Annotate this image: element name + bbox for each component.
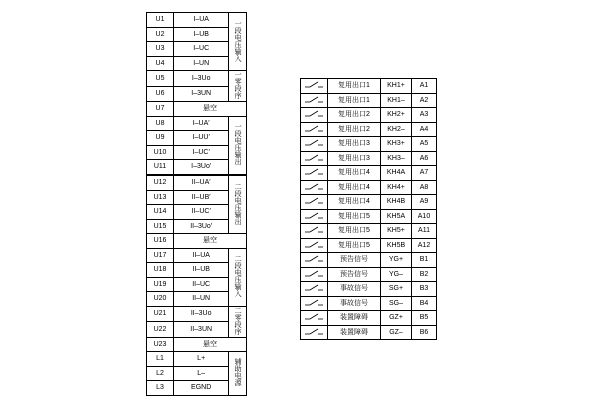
signal-label: II–3Uo′ bbox=[174, 219, 229, 234]
table-row bbox=[147, 337, 247, 352]
no-contact-icon bbox=[301, 79, 328, 94]
pin-number: A10 bbox=[412, 209, 437, 224]
table-row bbox=[147, 176, 247, 191]
contact-name: 复用出口2 bbox=[328, 108, 381, 123]
pin-number: A9 bbox=[412, 195, 437, 210]
table-row bbox=[147, 248, 247, 263]
terminal-number: U1 bbox=[147, 13, 174, 28]
contact-name: 装置障碍 bbox=[328, 311, 381, 326]
contact-code: KH2+ bbox=[381, 108, 412, 123]
pin-number: B5 bbox=[412, 311, 437, 326]
terminal-number: U17 bbox=[147, 248, 174, 263]
table-row bbox=[147, 234, 247, 249]
table-row bbox=[301, 79, 437, 94]
terminal-number: U14 bbox=[147, 205, 174, 220]
signal-label: I–UU′ bbox=[174, 131, 229, 146]
table-row bbox=[147, 352, 247, 367]
contact-name: 复用出口5 bbox=[328, 224, 381, 239]
table-row bbox=[301, 166, 437, 181]
contact-code: KH5B bbox=[381, 238, 412, 253]
contact-code: GZ+ bbox=[381, 311, 412, 326]
contact-code: KH3+ bbox=[381, 137, 412, 152]
contact-code: KH5+ bbox=[381, 224, 412, 239]
contact-name: 复用出口2 bbox=[328, 122, 381, 137]
terminal-number: U6 bbox=[147, 86, 174, 102]
terminal-number: U3 bbox=[147, 42, 174, 57]
terminal-number: U19 bbox=[147, 277, 174, 292]
no-contact-icon bbox=[301, 180, 328, 195]
terminal-number: L2 bbox=[147, 366, 174, 381]
signal-label: 悬空 bbox=[174, 102, 247, 117]
signal-label: 悬空 bbox=[174, 337, 247, 352]
table-row bbox=[301, 253, 437, 268]
pin-number: A11 bbox=[412, 224, 437, 239]
pin-number: A12 bbox=[412, 238, 437, 253]
contact-name: 复用出口1 bbox=[328, 79, 381, 94]
contact-code: KH4B bbox=[381, 195, 412, 210]
table-row bbox=[147, 306, 247, 322]
pin-number: A7 bbox=[412, 166, 437, 181]
signal-label: I–UA bbox=[174, 13, 229, 28]
contact-name: 复用出口4 bbox=[328, 166, 381, 181]
table-row bbox=[301, 122, 437, 137]
signal-label: I–UA′ bbox=[174, 116, 229, 131]
table-row bbox=[301, 137, 437, 152]
contact-code: SG– bbox=[381, 296, 412, 311]
terminal-block-voltage-section-1 bbox=[146, 12, 247, 175]
terminal-number: U9 bbox=[147, 131, 174, 146]
signal-label: II–UC bbox=[174, 277, 229, 292]
table-row bbox=[301, 151, 437, 166]
signal-label: II–UA bbox=[174, 248, 229, 263]
signal-label: I–UC bbox=[174, 42, 229, 57]
no-contact-icon bbox=[301, 325, 328, 340]
terminal-number: U12 bbox=[147, 176, 174, 191]
signal-label: EGND bbox=[174, 381, 229, 396]
no-contact-icon bbox=[301, 93, 328, 108]
pin-number: A2 bbox=[412, 93, 437, 108]
signal-label: I–3UN bbox=[174, 86, 229, 102]
contact-code: GZ– bbox=[381, 325, 412, 340]
no-contact-icon bbox=[301, 311, 328, 326]
no-contact-icon bbox=[301, 195, 328, 210]
pin-number: B2 bbox=[412, 267, 437, 282]
signal-label: II–3Uo bbox=[174, 306, 229, 322]
table-row bbox=[147, 71, 247, 87]
no-contact-icon bbox=[301, 137, 328, 152]
terminal-number: L1 bbox=[147, 352, 174, 367]
contact-code: YG+ bbox=[381, 253, 412, 268]
table-row bbox=[301, 311, 437, 326]
table-row bbox=[147, 116, 247, 131]
terminal-number: U11 bbox=[147, 160, 174, 175]
contact-name: 装置障碍 bbox=[328, 325, 381, 340]
signal-label: I–UC′ bbox=[174, 145, 229, 160]
group-label: 一零段序 bbox=[229, 71, 247, 102]
contact-code: KH2– bbox=[381, 122, 412, 137]
terminal-number: U20 bbox=[147, 292, 174, 307]
no-contact-icon bbox=[301, 282, 328, 297]
table-row bbox=[301, 238, 437, 253]
no-contact-icon bbox=[301, 224, 328, 239]
contact-name: 复用出口3 bbox=[328, 151, 381, 166]
signal-label: L+ bbox=[174, 352, 229, 367]
contact-code: KH5A bbox=[381, 209, 412, 224]
terminal-number: U7 bbox=[147, 102, 174, 117]
contact-code: KH3– bbox=[381, 151, 412, 166]
no-contact-icon bbox=[301, 253, 328, 268]
terminal-number: U5 bbox=[147, 71, 174, 87]
table-row bbox=[301, 282, 437, 297]
pin-number: A6 bbox=[412, 151, 437, 166]
contact-code: YG– bbox=[381, 267, 412, 282]
contact-code: SG+ bbox=[381, 282, 412, 297]
signal-label: II–3UN bbox=[174, 322, 229, 338]
group-label: 二段电压输出 bbox=[229, 176, 247, 234]
table-row bbox=[301, 325, 437, 340]
contact-name: 事故信号 bbox=[328, 296, 381, 311]
signal-label: I–3Uo bbox=[174, 71, 229, 87]
table-row bbox=[301, 296, 437, 311]
terminal-block-voltage-section-2 bbox=[146, 175, 247, 396]
signal-label: II–UC′ bbox=[174, 205, 229, 220]
terminal-number: U23 bbox=[147, 337, 174, 352]
terminal-number: U16 bbox=[147, 234, 174, 249]
contact-name: 复用出口5 bbox=[328, 238, 381, 253]
signal-label: I–UN bbox=[174, 56, 229, 71]
signal-label: I–UB bbox=[174, 27, 229, 42]
terminal-number: U10 bbox=[147, 145, 174, 160]
pin-number: B4 bbox=[412, 296, 437, 311]
signal-label: II–UA′ bbox=[174, 176, 229, 191]
signal-label: II–UB bbox=[174, 263, 229, 278]
signal-label: II–UN bbox=[174, 292, 229, 307]
contact-code: KH4A bbox=[381, 166, 412, 181]
terminal-number: U22 bbox=[147, 322, 174, 338]
pin-number: A5 bbox=[412, 137, 437, 152]
contact-code: KH4+ bbox=[381, 180, 412, 195]
terminal-number: U2 bbox=[147, 27, 174, 42]
terminal-number: U21 bbox=[147, 306, 174, 322]
no-contact-icon bbox=[301, 238, 328, 253]
table-row bbox=[301, 224, 437, 239]
group-label: 一段电压输出 bbox=[229, 116, 247, 174]
signal-label: 悬空 bbox=[174, 234, 247, 249]
no-contact-icon bbox=[301, 296, 328, 311]
contact-code: KH1– bbox=[381, 93, 412, 108]
no-contact-icon bbox=[301, 122, 328, 137]
contact-name: 复用出口1 bbox=[328, 93, 381, 108]
contact-name: 预告信号 bbox=[328, 253, 381, 268]
contact-name: 复用出口5 bbox=[328, 209, 381, 224]
terminal-number: U13 bbox=[147, 190, 174, 205]
table-row bbox=[301, 180, 437, 195]
table-row bbox=[301, 195, 437, 210]
table-row bbox=[301, 108, 437, 123]
contact-code: KH1+ bbox=[381, 79, 412, 94]
pin-number: B6 bbox=[412, 325, 437, 340]
table-row bbox=[147, 102, 247, 117]
table-row bbox=[301, 209, 437, 224]
pin-number: B1 bbox=[412, 253, 437, 268]
pin-number: A3 bbox=[412, 108, 437, 123]
terminal-number: U15 bbox=[147, 219, 174, 234]
contact-name: 复用出口4 bbox=[328, 195, 381, 210]
contact-name: 复用出口3 bbox=[328, 137, 381, 152]
table-row bbox=[147, 13, 247, 28]
pin-number: B3 bbox=[412, 282, 437, 297]
no-contact-icon bbox=[301, 151, 328, 166]
pin-number: A8 bbox=[412, 180, 437, 195]
table-row bbox=[301, 93, 437, 108]
group-label: 二零段序 bbox=[229, 306, 247, 337]
contact-name: 事故信号 bbox=[328, 282, 381, 297]
signal-label: I–3Uo′ bbox=[174, 160, 229, 175]
terminal-number: U18 bbox=[147, 263, 174, 278]
contact-name: 复用出口4 bbox=[328, 180, 381, 195]
group-label: 一段电压输入 bbox=[229, 13, 247, 71]
pin-number: A1 bbox=[412, 79, 437, 94]
terminal-number: U8 bbox=[147, 116, 174, 131]
group-label: 辅助电源 bbox=[229, 352, 247, 396]
no-contact-icon bbox=[301, 108, 328, 123]
signal-label: L– bbox=[174, 366, 229, 381]
terminal-block-output-contacts bbox=[300, 78, 437, 340]
terminal-number: L3 bbox=[147, 381, 174, 396]
contact-name: 预告信号 bbox=[328, 267, 381, 282]
signal-label: II–UB′ bbox=[174, 190, 229, 205]
no-contact-icon bbox=[301, 209, 328, 224]
no-contact-icon bbox=[301, 267, 328, 282]
pin-number: A4 bbox=[412, 122, 437, 137]
table-row bbox=[301, 267, 437, 282]
terminal-number: U4 bbox=[147, 56, 174, 71]
group-label: 二段电压输入 bbox=[229, 248, 247, 306]
no-contact-icon bbox=[301, 166, 328, 181]
